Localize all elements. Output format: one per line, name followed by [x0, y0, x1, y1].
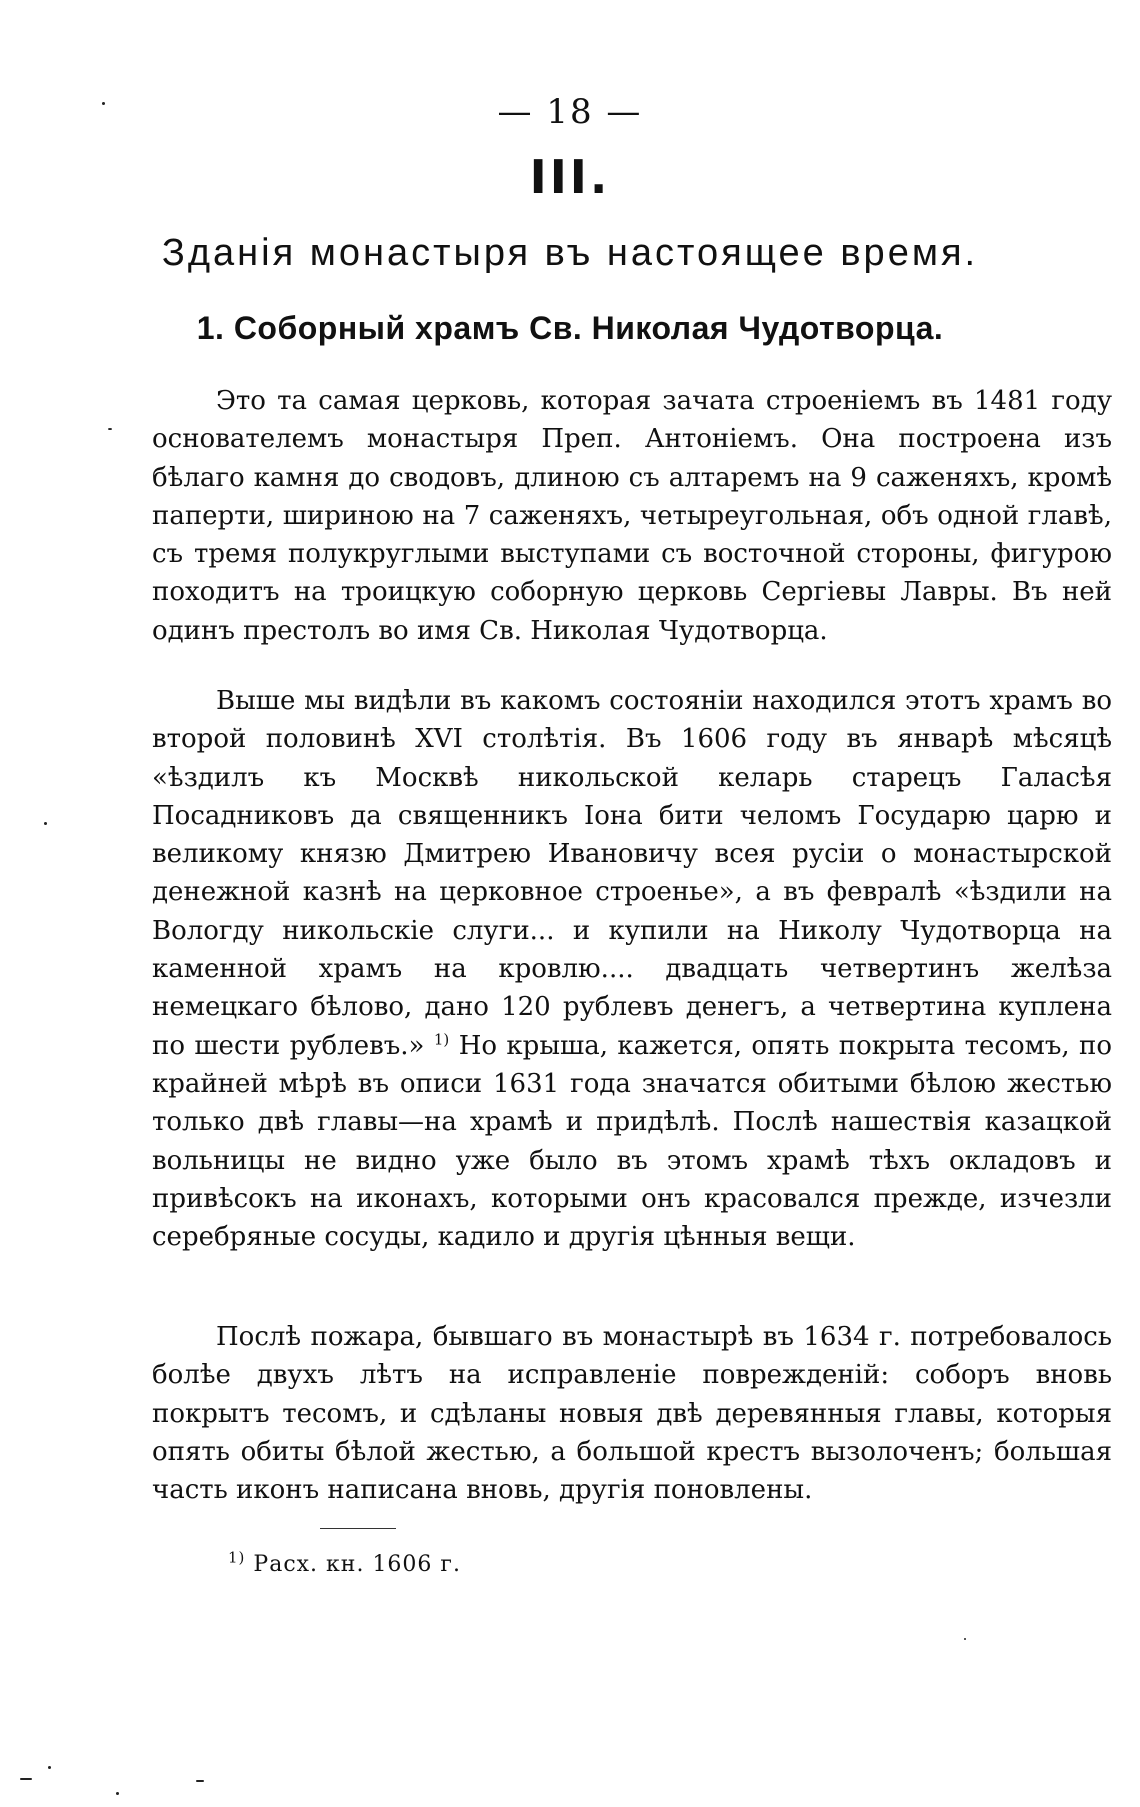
- scan-speck: [196, 1780, 204, 1782]
- paragraph-2-text-start: Выше мы видѣли въ какомъ состояніи находился этотъ храмъ во второй половинѣ XVI столѣтія. Въ 1606 году въ январѣ мѣсяцѣ «ѣздилъ къ Москвѣ никольской келарь старецъ Галасѣя Посадниковъ да священникъ Іона бити челомъ Государю царю и великому князю Дмитрею Ивановичу всея русіи о монастырской денежной казнѣ на церковное строенье», а въ февралѣ «ѣздили на Вологду никольскіе слуги... и купили на Николу Чудотворца на каменной храмъ на кровлю.... двадцать четвертинъ желѣза немецкаго бѣлово, дано 120 рублевъ денегъ, а четвертина куплена по шести рублевъ.»: [152, 686, 1112, 1061]
- footnote-text: Расх. кн. 1606 г.: [253, 1552, 461, 1577]
- scan-speck: [44, 822, 47, 825]
- scan-speck: [116, 1792, 119, 1795]
- page-number: — 18 —: [497, 92, 643, 132]
- paragraph-3: [152, 1318, 1112, 1509]
- scan-speck: [964, 1638, 966, 1640]
- paragraph-2-text-end: Но крыша, кажется, опять покрыта тесомъ, по крайней мѣрѣ въ описи 1631 года значатся обитыми бѣлою жестью только двѣ главы—на храмѣ и придѣлѣ. Послѣ нашествія казацкой вольницы не видно уже было въ этомъ храмѣ тѣхъ окладовъ и привѣсокъ на иконахъ, которыми онъ красовался прежде, изчезли серебряные сосуды, кадило и другія цѣнныя вещи.: [152, 1030, 1113, 1253]
- scan-speck: [102, 102, 105, 105]
- footnote-marker: 1): [228, 1548, 246, 1567]
- subsection-title: 1. Соборный храмъ Св. Николая Чудотворца.: [196, 310, 944, 346]
- paragraph-3-text: Послѣ пожара, бывшаго въ монастырѣ въ 1634 г. потребовалось болѣе двухъ лѣтъ на исправленіе повреждeній: соборъ вновь покрытъ тесомъ, и сдѣланы новыя двѣ деревянныя главы, которыя опять обиты бѣлой жестью, а большой крестъ вызолоченъ; большая часть иконъ написана вновь, другія поновлены.: [152, 1322, 1112, 1506]
- scan-speck: [108, 428, 112, 430]
- scan-speck: [20, 1778, 32, 1780]
- paragraph-1-text: Это та самая церковь, которая зачата строеніемъ въ 1481 году основателемъ монастыря Преп. Антоніемъ. Она построена изъ бѣлаго камня до сводовъ, длиною съ алтаремъ на 9 саженяхъ, кромѣ паперти, шириною на 7 саженяхъ, четыреугольная, объ одной главѣ, съ тремя полукруглыми выступами съ восточной стороны, фигурою походитъ на троицкую соборную церковь Сергіевы Лавры. Въ ней одинъ престолъ во имя Св. Николая Чудотворца.: [152, 386, 1112, 646]
- paragraph-1: [152, 382, 1112, 650]
- footnote: [228, 1548, 461, 1577]
- footnote-reference: 1): [433, 1030, 450, 1049]
- section-numeral: III.: [529, 150, 611, 204]
- chapter-title: Зданія монастыря въ настоящее время.: [161, 232, 979, 274]
- paragraph-2: [152, 682, 1112, 1256]
- footnote-divider: [320, 1528, 396, 1529]
- scan-speck: [48, 1766, 51, 1769]
